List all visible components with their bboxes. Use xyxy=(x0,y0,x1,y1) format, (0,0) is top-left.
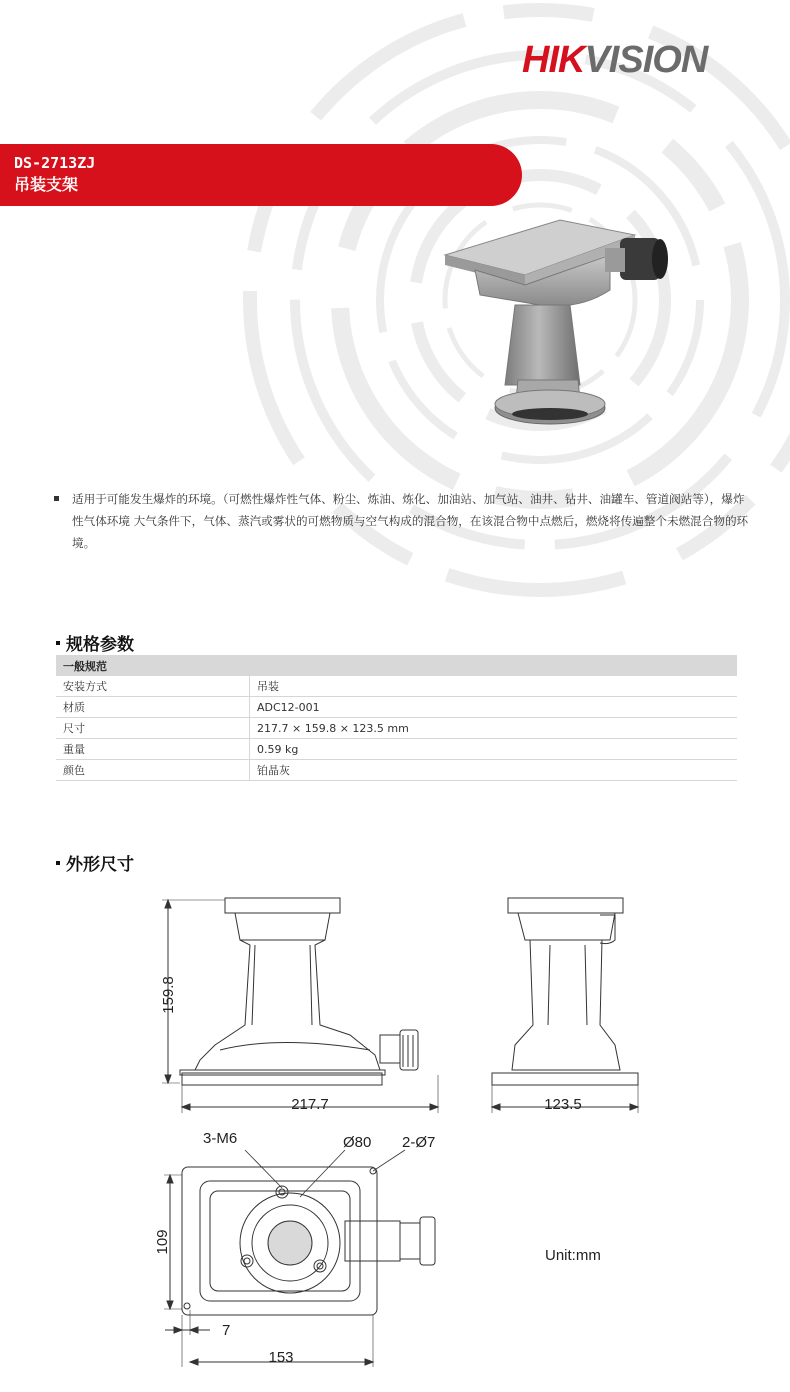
bullet-icon xyxy=(56,641,60,645)
depth-dimension-label: 123.5 xyxy=(544,1096,582,1113)
bullet-icon xyxy=(56,861,60,865)
dimension-drawing xyxy=(140,885,660,1375)
table-row: 重量 0.59 kg xyxy=(56,739,737,760)
table-row: 材质 ADC12-001 xyxy=(56,697,737,718)
product-name: 吊装支架 xyxy=(14,175,79,194)
unit-label: Unit:mm xyxy=(545,1247,601,1264)
description-text: 适用于可能发生爆炸的环境。（可燃性爆炸性气体、粉尘、炼油、炼化、加油站、加气站、油井、钻井、油罐车、管道阀站等），爆炸性气体环境 大气条件下，气体、蒸汽或雾状的可燃物质与空气构成的混合物，在该混合物中点燃后，燃烧将传遍整个未燃混合物的环境。 xyxy=(72,492,749,550)
dimensions-section-title: 外形尺寸 xyxy=(56,850,134,875)
application-description xyxy=(54,488,754,554)
height-dimension-label: 159.8 xyxy=(160,976,177,1014)
hole-offset-label: 7 xyxy=(222,1322,231,1339)
width-dimension-label: 217.7 xyxy=(291,1096,329,1113)
hikvision-logo: HIKVISION xyxy=(522,39,708,81)
side-view-drawing xyxy=(492,898,638,1085)
product-image xyxy=(430,210,690,440)
top-view-drawing xyxy=(182,1167,435,1315)
plate-height-label: 109 xyxy=(154,1229,171,1255)
spec-group-row: 一般规范 xyxy=(56,655,737,676)
product-banner xyxy=(0,144,522,206)
plate-width-label: 153 xyxy=(268,1349,294,1366)
mounting-holes-label: 2-Ø7 xyxy=(402,1134,436,1151)
front-view-drawing xyxy=(180,898,418,1085)
table-row: 尺寸 217.7 × 159.8 × 123.5 mm xyxy=(56,718,737,739)
table-row: 安装方式 吊装 xyxy=(56,676,737,697)
spec-table xyxy=(56,655,737,781)
table-row: 颜色 铂晶灰 xyxy=(56,760,737,781)
specs-section-title: 规格参数 xyxy=(56,630,134,655)
screw-spec-label: 3-M6 xyxy=(203,1130,238,1147)
bullet-icon xyxy=(54,496,59,501)
product-model: DS-2713ZJ xyxy=(14,154,96,172)
circle-diameter-label: Ø80 xyxy=(343,1134,372,1151)
